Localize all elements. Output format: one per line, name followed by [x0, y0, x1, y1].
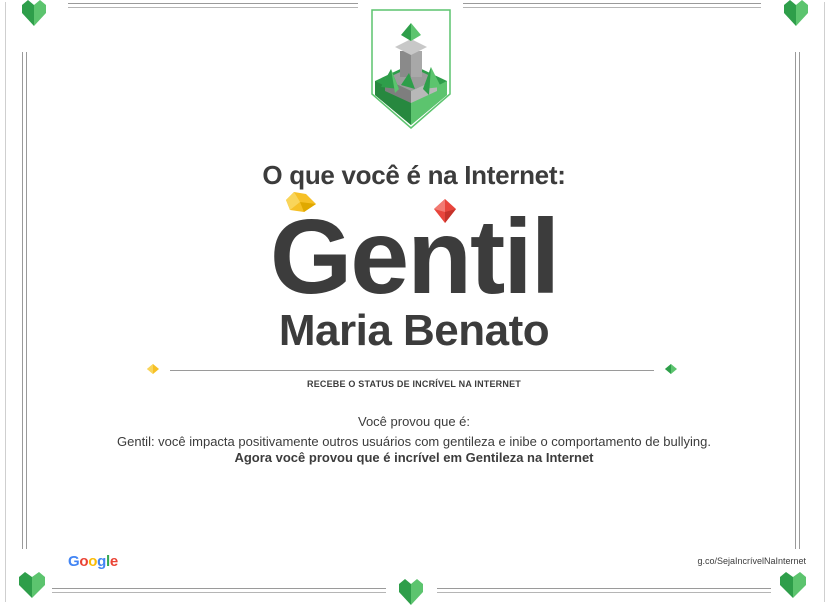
bottom-border-line [52, 588, 386, 589]
google-logo-letter: e [109, 553, 118, 570]
status-title: Gentil [269, 198, 559, 316]
google-logo-letter: g [97, 553, 106, 570]
google-logo-letter: G [68, 553, 80, 570]
green-heart-icon [397, 578, 425, 606]
google-logo-letter: o [79, 553, 89, 570]
top-border-line [68, 3, 358, 4]
top-border-line [463, 3, 761, 4]
green-heart-icon [20, 0, 48, 28]
footer-url[interactable]: g.co/SejaIncrívelNaInternet [697, 556, 806, 566]
divider-line [170, 370, 654, 371]
status-line: RECEBE O STATUS DE INCRÍVEL NA INTERNET [307, 379, 521, 389]
google-logo-letter: o [88, 553, 98, 570]
green-heart-icon [782, 0, 810, 28]
google-logo [68, 553, 118, 570]
green-heart-icon [18, 571, 46, 599]
recipient-name: Maria Benato [278, 306, 550, 355]
green-gem-icon [664, 363, 678, 375]
bottom-border-line [52, 592, 386, 593]
description-text: Gentil: você impacta positivamente outros usuários com gentileza e inibe o comportamento de bullying. [117, 434, 711, 449]
yellow-gem-icon [146, 363, 160, 375]
bottom-border-line [437, 592, 771, 593]
bottom-border-line [437, 588, 771, 589]
top-border-line [68, 7, 358, 8]
intro-text: Você provou que é: [357, 414, 471, 429]
top-border-line [463, 7, 761, 8]
certificate-heading: O que você é na Internet: [262, 160, 566, 190]
conclusion-text: Agora você provou que é incrível em Gentileza na Internet [234, 450, 594, 465]
google-logo-letter: l [106, 553, 110, 570]
green-heart-icon [779, 571, 807, 599]
kingdom-castle-badge-icon [371, 9, 451, 129]
